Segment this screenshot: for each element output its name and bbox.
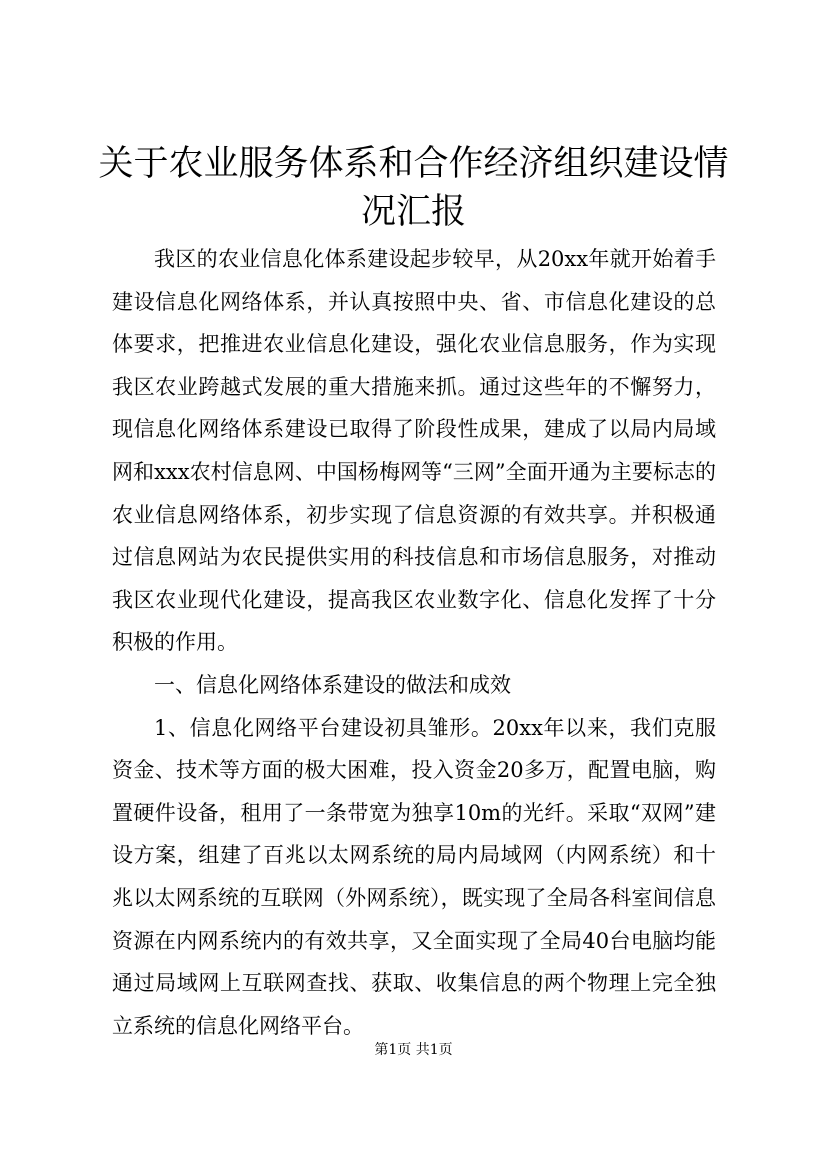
paragraph-intro: 我区的农业信息化体系建设起步较早，从20xx年就开始着手建设信息化网络体系，并认真按照中央、省、市信息化建设的总体要求，把推进农业信息化建设，强化农业信息服务，作为实现我区农业跨越式发展的重大措施来抓。通过这些年的不懈努力，现信息化网络体系建设已取得了阶段性成果，建成了以局内局域网和xxx农村信息网、中国杨梅网等“三网”全面开通为主要标志的农业信息网络体系，初步实现了信息资源的有效共享。并积极通过信息网站为农民提供实用的科技信息和市场信息服务，对推动我区农业现代化建设，提高我区农业数字化、信息化发挥了十分积极的作用。: [112, 247, 716, 655]
document-body: [112, 238, 716, 1047]
page-footer: 第1页 共1页: [374, 1042, 453, 1058]
section-heading: 一、信息化网络体系建设的做法和成效: [154, 672, 511, 697]
paragraph-network-platform: 1、信息化网络平台建设初具雏形。20xx年以来，我们克服资金、技术等方面的极大困难，投入资金20多万，配置电脑，购置硬件设备，租用了一条带宽为独享10m的光纤。采取“双网”建设方案，组建了百兆以太网系统的局内局域网（内网系统）和十兆以太网系统的互联网（外网系统），既实现了全局各科室间信息资源在内网系统内的有效共享，又全面实现了全局40台电脑均能通过局域网上互联网查找、获取、收集信息的两个物理上完全独立系统的信息化网络平台。: [112, 715, 716, 1038]
document-title: 关于农业服务体系和合作经济组织建设情况汇报: [98, 144, 729, 232]
